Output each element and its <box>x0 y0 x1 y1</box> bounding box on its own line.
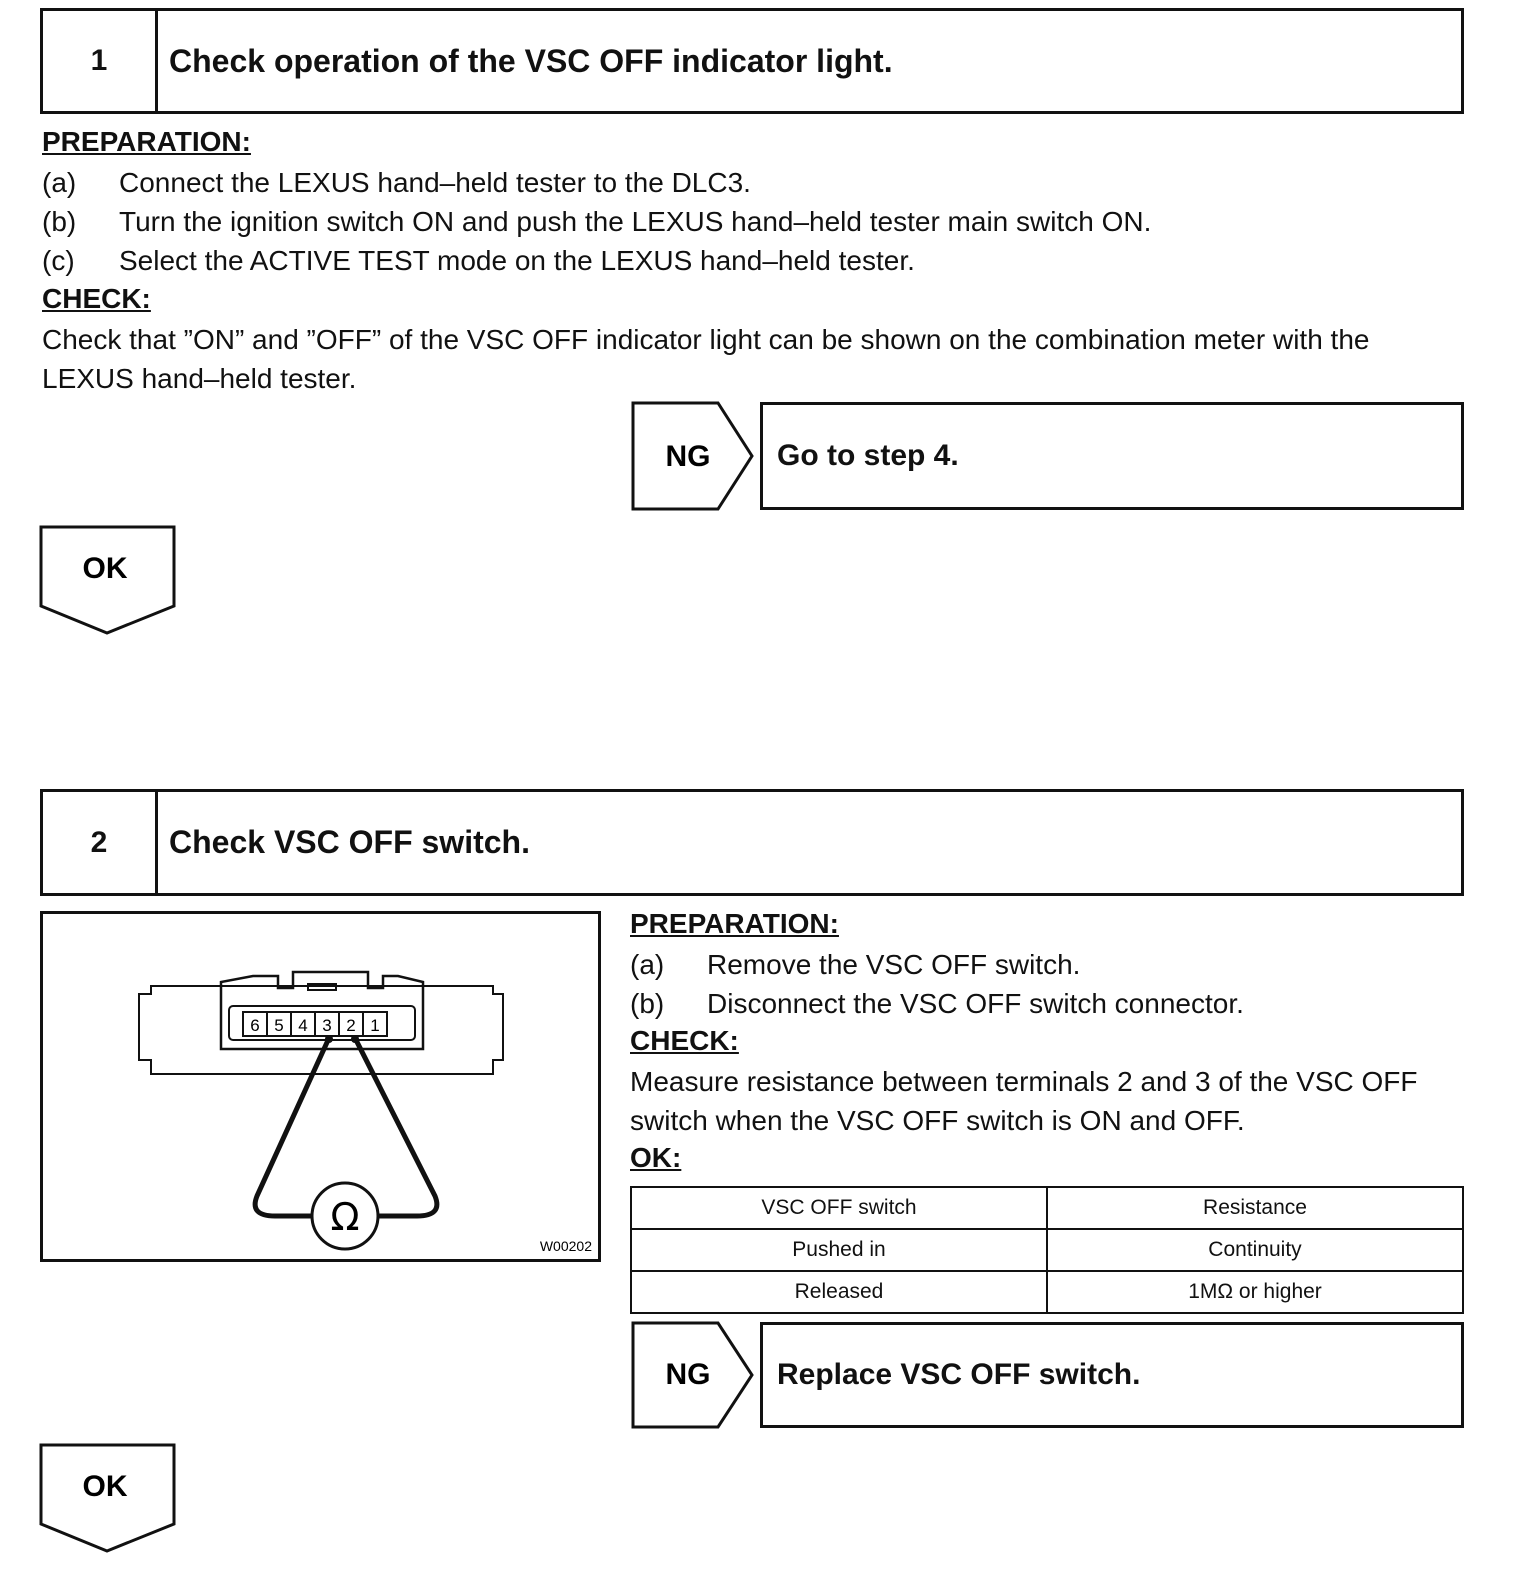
item-label: (b) <box>630 988 665 1019</box>
table-cell: Continuity <box>1047 1229 1463 1271</box>
terminal-label: 1 <box>370 1016 380 1035</box>
preparation-heading: PREPARATION: <box>42 126 251 157</box>
terminal-label: 2 <box>346 1016 356 1035</box>
step-2-header <box>40 789 1464 896</box>
ok-arrow-shape <box>38 1442 178 1554</box>
ng-action-text: Replace VSC OFF switch. <box>777 1358 1141 1391</box>
ok-label: OK <box>82 1470 128 1503</box>
ng-arrow-shape <box>630 1320 756 1430</box>
step-number: 2 <box>43 792 158 893</box>
step-1-header <box>40 8 1464 114</box>
connector-figure <box>40 911 601 1262</box>
spec-table <box>630 1186 1464 1314</box>
ng-action-text: Go to step 4. <box>777 439 959 472</box>
check-text <box>630 1062 1490 1140</box>
list-item <box>630 945 1470 984</box>
step-title: Check operation of the VSC OFF indicator light. <box>169 42 893 79</box>
check-text-line: LEXUS hand–held tester. <box>42 363 357 394</box>
terminal-label: 5 <box>274 1016 284 1035</box>
check-heading: CHECK: <box>42 283 151 314</box>
table-header: Resistance <box>1047 1187 1463 1229</box>
table-cell: 1MΩ or higher <box>1047 1271 1463 1313</box>
table-row <box>631 1229 1463 1271</box>
ohm-symbol: Ω <box>330 1195 360 1239</box>
table-cell: Released <box>631 1271 1047 1313</box>
ok-heading: OK: <box>630 1142 682 1173</box>
check-text-line: Check that ”ON” and ”OFF” of the VSC OFF indicator light can be shown on the combination meter with the <box>42 324 1370 355</box>
check-heading: CHECK: <box>630 1025 739 1056</box>
terminal-row <box>243 1012 387 1036</box>
ng-label: NG <box>665 440 711 473</box>
table-row <box>631 1271 1463 1313</box>
check-text <box>42 320 1482 398</box>
list-item <box>630 984 1470 1023</box>
item-text: Turn the ignition switch ON and push the LEXUS hand–held tester main switch ON. <box>119 206 1152 237</box>
terminal-label: 6 <box>250 1016 260 1035</box>
item-label: (a) <box>42 167 77 198</box>
preparation-list <box>630 945 1470 1023</box>
item-text: Connect the LEXUS hand–held tester to the DLC3. <box>119 167 751 198</box>
item-label: (a) <box>630 949 665 980</box>
item-text: Select the ACTIVE TEST mode on the LEXUS hand–held tester. <box>119 245 915 276</box>
ng-arrow-shape <box>630 400 756 512</box>
table-cell: Pushed in <box>631 1229 1047 1271</box>
terminal-label: 4 <box>298 1016 308 1035</box>
ng-action-box <box>760 1322 1464 1428</box>
ok-label: OK <box>82 552 128 585</box>
table-header-row <box>631 1187 1463 1229</box>
check-text-line: switch when the VSC OFF switch is ON and OFF. <box>630 1105 1245 1136</box>
list-item <box>42 163 1462 202</box>
connector-diagram <box>43 914 598 1259</box>
item-text: Remove the VSC OFF switch. <box>707 949 1081 980</box>
item-label: (b) <box>42 206 77 237</box>
item-text: Disconnect the VSC OFF switch connector. <box>707 988 1244 1019</box>
step-number: 1 <box>43 11 158 111</box>
item-label: (c) <box>42 245 75 276</box>
ng-label: NG <box>665 1358 711 1391</box>
step-title: Check VSC OFF switch. <box>169 824 530 860</box>
table-header: VSC OFF switch <box>631 1187 1047 1229</box>
terminal-label: 3 <box>322 1016 332 1035</box>
ng-action-box <box>760 402 1464 510</box>
figure-code: W00202 <box>539 1238 592 1254</box>
ok-arrow-shape <box>38 524 178 636</box>
preparation-list <box>42 163 1462 280</box>
check-text-line: Measure resistance between terminals 2 and 3 of the VSC OFF <box>630 1066 1418 1097</box>
spec-table-wrap <box>630 1186 1464 1314</box>
list-item <box>42 202 1462 241</box>
preparation-heading: PREPARATION: <box>630 908 839 939</box>
list-item <box>42 241 1462 280</box>
